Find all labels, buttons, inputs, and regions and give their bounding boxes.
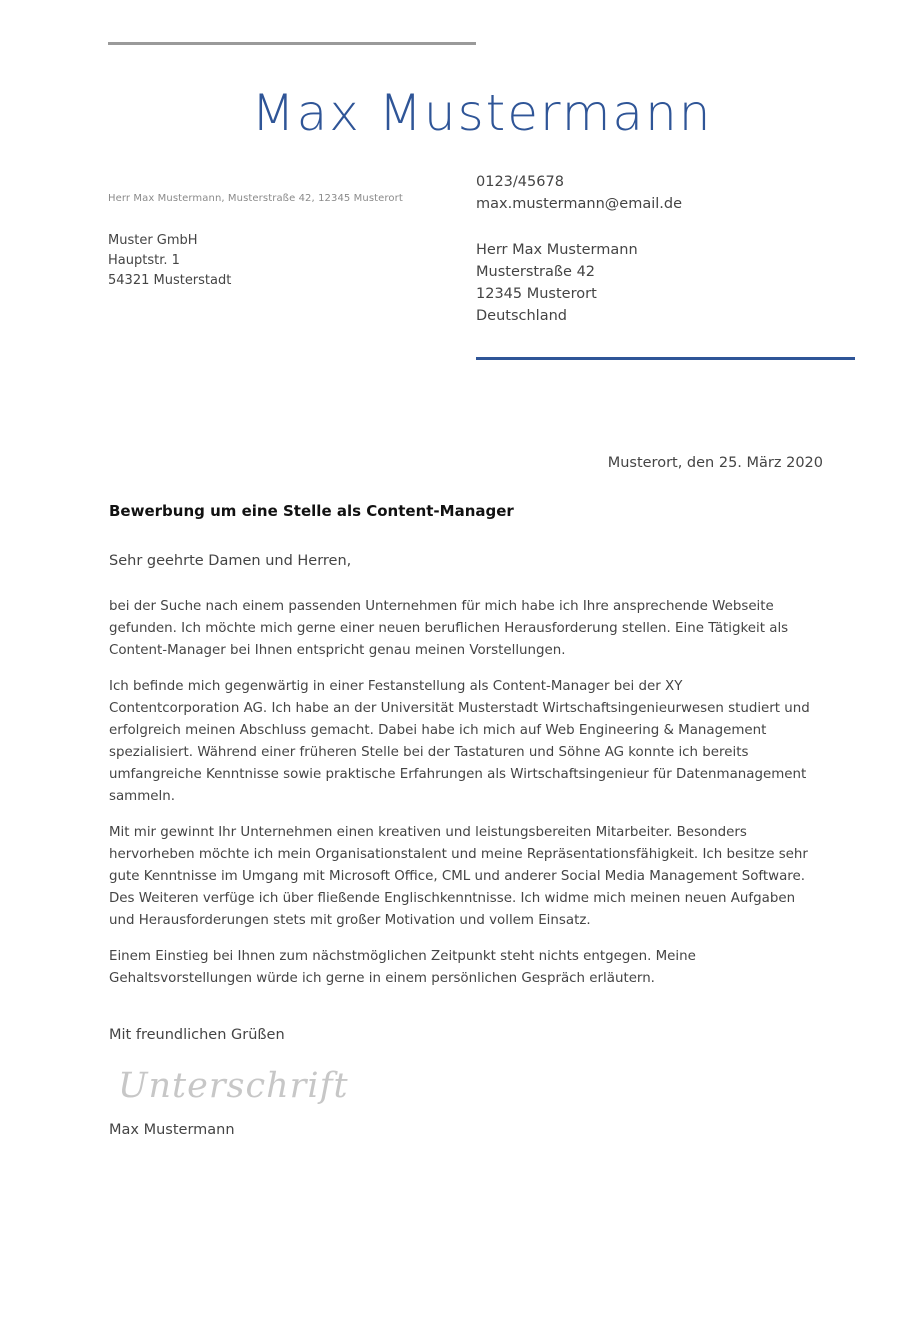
sender-street: Musterstraße 42 <box>476 264 596 280</box>
contact-info <box>476 171 682 215</box>
recipient-city: 54321 Musterstadt <box>108 273 232 288</box>
header-top-rule <box>108 42 476 45</box>
contact-phone: 0123/45678 <box>476 174 564 190</box>
body-paragraph: Einem Einstieg bei Ihnen zum nächstmöglichen Zeitpunkt steht nichts entgegen. Meine Gehaltsvorstellungen würde ich gerne in einem persönlichen Gespräch erläutern. <box>109 949 696 986</box>
letter-body <box>109 596 814 1004</box>
body-paragraph: Mit mir gewinnt Ihr Unternehmen einen kreativen und leistungsbereiten Mitarbeiter. Besonders hervorheben möchte ich mein Organisationstalent und meine Repräsentationsfähigkeit. Ich besitze sehr gute Kenntnisse im Umgang mit Microsoft Office, CML und anderer Social Media Management Software. Des Weiteren verfüge ich über fließende Englischkenntnisse. Ich widme mich meinen neuen Aufgaben und Herausforderungen stets mit großer Motivation und vollem Einsatz. <box>109 825 808 928</box>
signer-name: Max Mustermann <box>109 1122 235 1138</box>
body-paragraph: Ich befinde mich gegenwärtig in einer Festanstellung als Content-Manager bei der XY Contentcorporation AG. Ich habe an der Universität Musterstadt Wirtschaftsingenieurwesen studiert und erfolgreich meinen Abschluss gemacht. Dabei habe ich mich auf Web Engineering & Management spezialisiert. Während einer früheren Stelle bei der Tastaturen und Söhne AG konnte ich bereits umfangreiche Kenntnisse sowie praktische Erfahrungen als Wirtschaftsingenieur für Datenmanagement sammeln. <box>109 679 810 804</box>
sender-name: Herr Max Mustermann <box>476 242 638 258</box>
sender-accent-rule <box>476 357 855 360</box>
body-paragraph: bei der Suche nach einem passenden Unternehmen für mich habe ich Ihre ansprechende Webseite gefunden. Ich möchte mich gerne einer neuen beruflichen Herausforderung stellen. Eine Tätigkeit als Content-Manager bei Ihnen entspricht genau meinen Vorstellungen. <box>109 599 789 658</box>
return-address-line: Herr Max Mustermann, Musterstraße 42, 12345 Musterort <box>108 193 403 204</box>
recipient-street: Hauptstr. 1 <box>108 253 180 268</box>
letter-date: Musterort, den 25. März 2020 <box>607 455 823 471</box>
applicant-name-heading: Max Mustermann <box>251 84 713 142</box>
recipient-company: Muster GmbH <box>108 233 198 248</box>
recipient-address <box>108 231 231 291</box>
sender-address <box>476 239 638 327</box>
sender-country: Deutschland <box>476 308 567 324</box>
letter-salutation: Sehr geehrte Damen und Herren, <box>109 553 352 569</box>
letter-subject: Bewerbung um eine Stelle als Content-Manager <box>109 502 514 520</box>
sender-city: 12345 Musterort <box>476 286 597 302</box>
contact-email: max.mustermann@email.de <box>476 196 682 212</box>
letter-closing: Mit freundlichen Grüßen <box>109 1027 285 1043</box>
signature-placeholder: Unterschrift <box>118 1066 349 1106</box>
